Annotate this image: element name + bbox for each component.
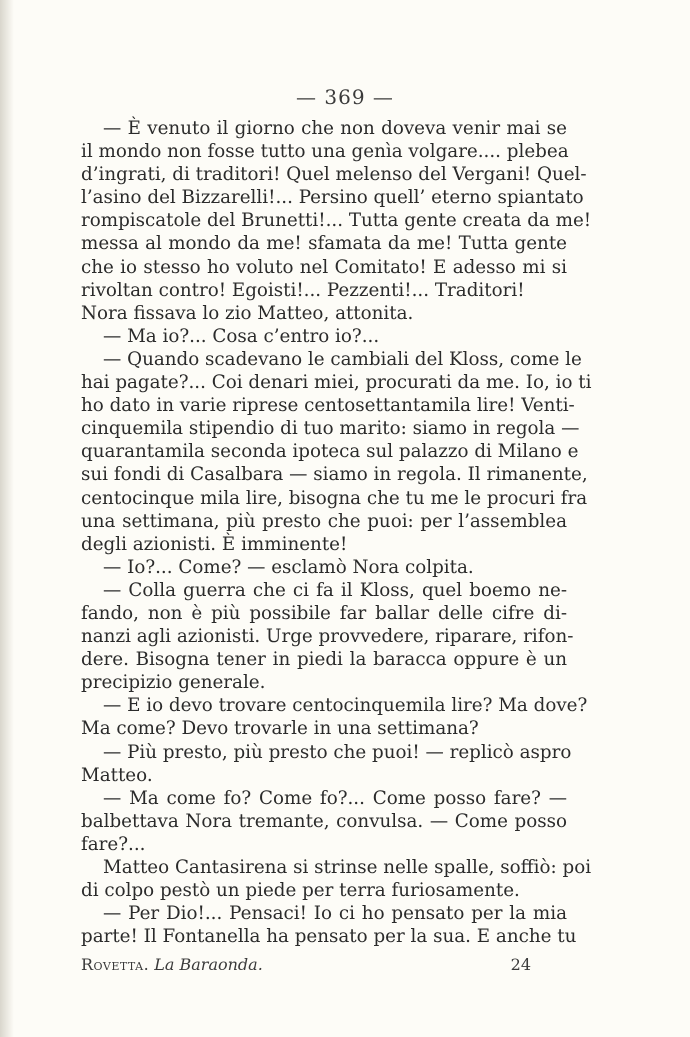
text-line: il mondo non fosse tutto una genìa volgare.... plebea bbox=[81, 141, 569, 163]
page-edge bbox=[0, 0, 14, 1037]
text-line: fando, non è più possibile far ballar delle cifre di- bbox=[81, 602, 567, 624]
text-line: Matteo Cantasirena si strinse nelle spalle, soffiò: poi bbox=[103, 857, 592, 878]
text-line: dere. Bisogna tener in piedi la baracca oppure è un bbox=[81, 649, 567, 671]
text-line: Matteo. bbox=[81, 764, 153, 786]
text-line: messa al mondo da me! sfamata da me! Tutta gente bbox=[81, 233, 567, 255]
text-line: hai pagate?... Coi denari miei, procurati da me. Io, io ti bbox=[81, 372, 592, 394]
text-line: ho dato in varie riprese centosettantamila lire! Venti- bbox=[81, 395, 575, 417]
footer-title: La Baraonda. bbox=[154, 955, 263, 974]
text-line: — Più presto, più presto che puoi! — replicò aspro bbox=[103, 741, 572, 763]
text-line: nanzi agli azionisti. Urge provvedere, riparare, rifon- bbox=[81, 626, 574, 648]
text-line: — È venuto il giorno che non doveva venir mai se bbox=[103, 118, 567, 139]
page-number: — 369 — bbox=[296, 85, 394, 109]
text-line: — Ma come fo? Come fo?... Come posso fare? — bbox=[103, 787, 567, 809]
text-line: che io stesso ho voluto nel Comitato! E adesso mi si bbox=[81, 256, 567, 278]
text-line: degli azionisti. È imminente! bbox=[81, 533, 348, 555]
text-line: — Ma io?... Cosa c’entro io?... bbox=[103, 325, 380, 347]
text-line: Nora fissava lo zio Matteo, attonita. bbox=[81, 302, 414, 324]
body-text bbox=[81, 117, 592, 948]
footer-signature: 24 bbox=[510, 955, 531, 974]
text-line: rivoltan contro! Egoisti!... Pezzenti!... Traditori! bbox=[81, 279, 525, 301]
text-line: sui fondi di Casalbara — siamo in regola. Il rimanente, bbox=[81, 464, 588, 486]
text-line: — Colla guerra che ci fa il Kloss, quel boemo ne- bbox=[103, 579, 567, 601]
text-line: parte! Il Fontanella ha pensato per la sua. E anche tu bbox=[81, 926, 577, 948]
text-line: — Io?... Come? — esclamò Nora colpita. bbox=[103, 556, 474, 578]
text-line: fare?... bbox=[81, 833, 146, 855]
text-line: centocinque mila lire, bisogna che tu me le procuri fra bbox=[81, 487, 588, 509]
text-line: Ma come? Devo trovarle in una settimana? bbox=[81, 718, 479, 740]
text-line: di colpo pestò un piede per terra furiosamente. bbox=[81, 880, 520, 902]
page-footer bbox=[81, 955, 531, 974]
text-line: — Per Dio!... Pensaci! Io ci ho pensato per la mia bbox=[103, 903, 567, 925]
text-line: rompiscatole del Brunetti!... Tutta gente creata da me! bbox=[81, 210, 592, 232]
text-line: una settimana, più presto che puoi: per l’assemblea bbox=[81, 510, 567, 532]
text-line: precipizio generale. bbox=[81, 672, 266, 694]
text-line: balbettava Nora tremante, convulsa. — Come posso bbox=[81, 810, 567, 832]
text-line: l’asino del Bizzarelli!... Persino quell’ eterno spiantato bbox=[81, 187, 584, 209]
text-line: cinquemila stipendio di tuo marito: siamo in regola — bbox=[81, 418, 580, 440]
footer-author: Rovetta. bbox=[81, 955, 150, 974]
text-line: d’ingrati, di traditori! Quel melenso del Vergani! Quel- bbox=[81, 164, 587, 186]
text-line: — Quando scadevano le cambiali del Kloss, come le bbox=[103, 348, 582, 370]
text-line: quarantamila seconda ipoteca sul palazzo di Milano e bbox=[81, 441, 579, 463]
text-line: — E io devo trovare centocinquemila lire? Ma dove? bbox=[103, 695, 588, 717]
